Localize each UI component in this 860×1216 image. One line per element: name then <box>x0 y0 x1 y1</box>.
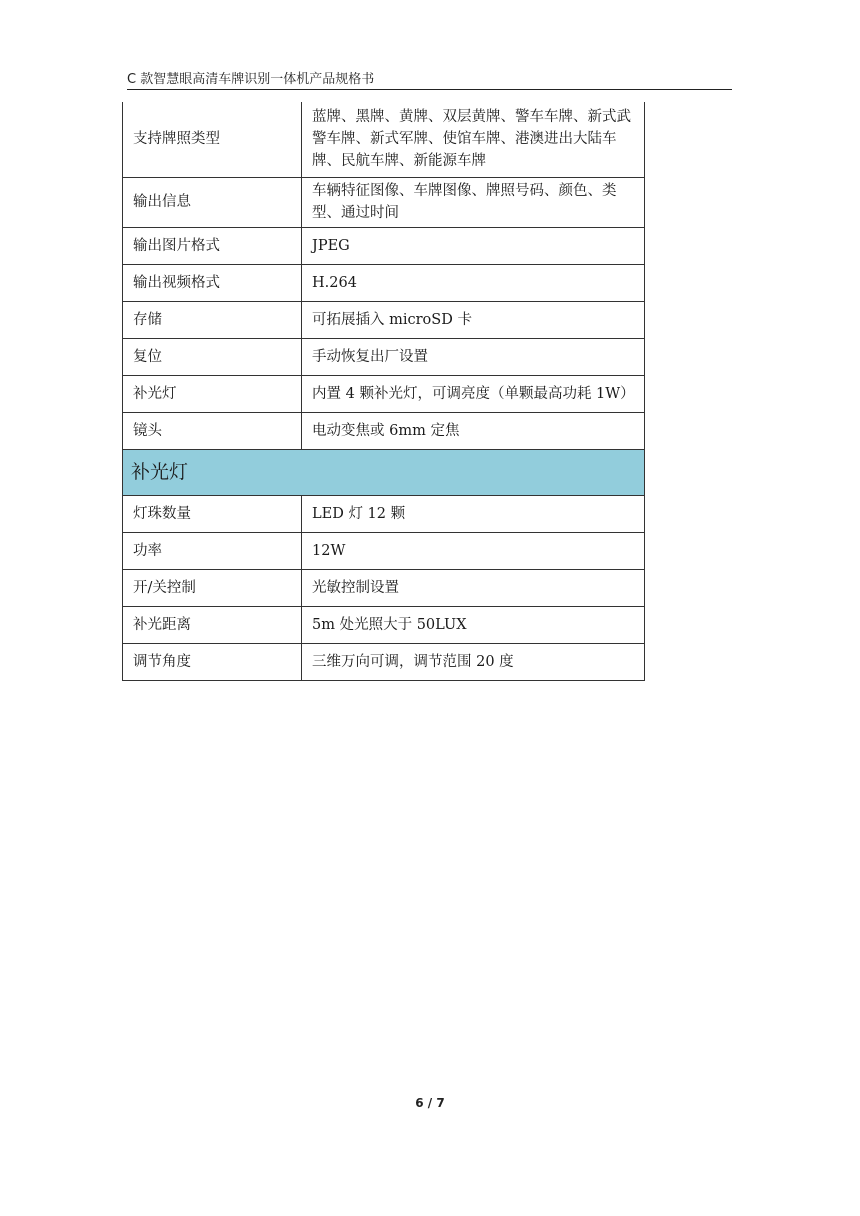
row-label: 灯珠数量 <box>123 495 302 532</box>
row-label: 输出视频格式 <box>123 264 302 301</box>
row-label: 功率 <box>123 532 302 569</box>
page-number: 6 / 7 <box>415 1096 445 1110</box>
row-value: 12W <box>302 532 645 569</box>
table-row <box>123 643 645 680</box>
document-header-title: C 款智慧眼高清车牌识别一体机产品规格书 <box>127 72 375 87</box>
table-row <box>123 338 645 375</box>
row-label: 存储 <box>123 301 302 338</box>
section-header-row <box>123 449 645 495</box>
table-row <box>123 102 645 177</box>
row-value: H.264 <box>302 264 645 301</box>
row-value: 5m 处光照大于 50LUX <box>302 606 645 643</box>
section-title: 补光灯 <box>123 449 645 495</box>
table-row <box>123 532 645 569</box>
table-row <box>123 264 645 301</box>
table-row <box>123 412 645 449</box>
row-label: 支持牌照类型 <box>123 102 302 177</box>
row-value: 车辆特征图像、车牌图像、牌照号码、颜色、类型、通过时间 <box>302 177 645 227</box>
row-value: JPEG <box>302 227 645 264</box>
row-label: 补光距离 <box>123 606 302 643</box>
row-label: 复位 <box>123 338 302 375</box>
row-label: 补光灯 <box>123 375 302 412</box>
table-row <box>123 495 645 532</box>
row-value: 蓝牌、黑牌、黄牌、双层黄牌、警车车牌、新式武警车牌、新式军牌、使馆车牌、港澳进出大陆车牌、民航车牌、新能源车牌 <box>302 102 645 177</box>
row-value: LED 灯 12 颗 <box>302 495 645 532</box>
row-label: 调节角度 <box>123 643 302 680</box>
spec-table <box>122 102 645 681</box>
row-label: 开/关控制 <box>123 569 302 606</box>
row-value: 电动变焦或 6mm 定焦 <box>302 412 645 449</box>
row-value: 内置 4 颗补光灯，可调亮度（单颗最高功耗 1W） <box>302 375 645 412</box>
row-value: 光敏控制设置 <box>302 569 645 606</box>
row-value: 可拓展插入 microSD 卡 <box>302 301 645 338</box>
row-label: 输出信息 <box>123 177 302 227</box>
table-row <box>123 227 645 264</box>
row-label: 镜头 <box>123 412 302 449</box>
row-value: 手动恢复出厂设置 <box>302 338 645 375</box>
table-row <box>123 375 645 412</box>
header-divider <box>127 89 732 90</box>
table-row <box>123 569 645 606</box>
table-row <box>123 177 645 227</box>
row-label: 输出图片格式 <box>123 227 302 264</box>
table-row <box>123 301 645 338</box>
table-row <box>123 606 645 643</box>
row-value: 三维万向可调，调节范围 20 度 <box>302 643 645 680</box>
